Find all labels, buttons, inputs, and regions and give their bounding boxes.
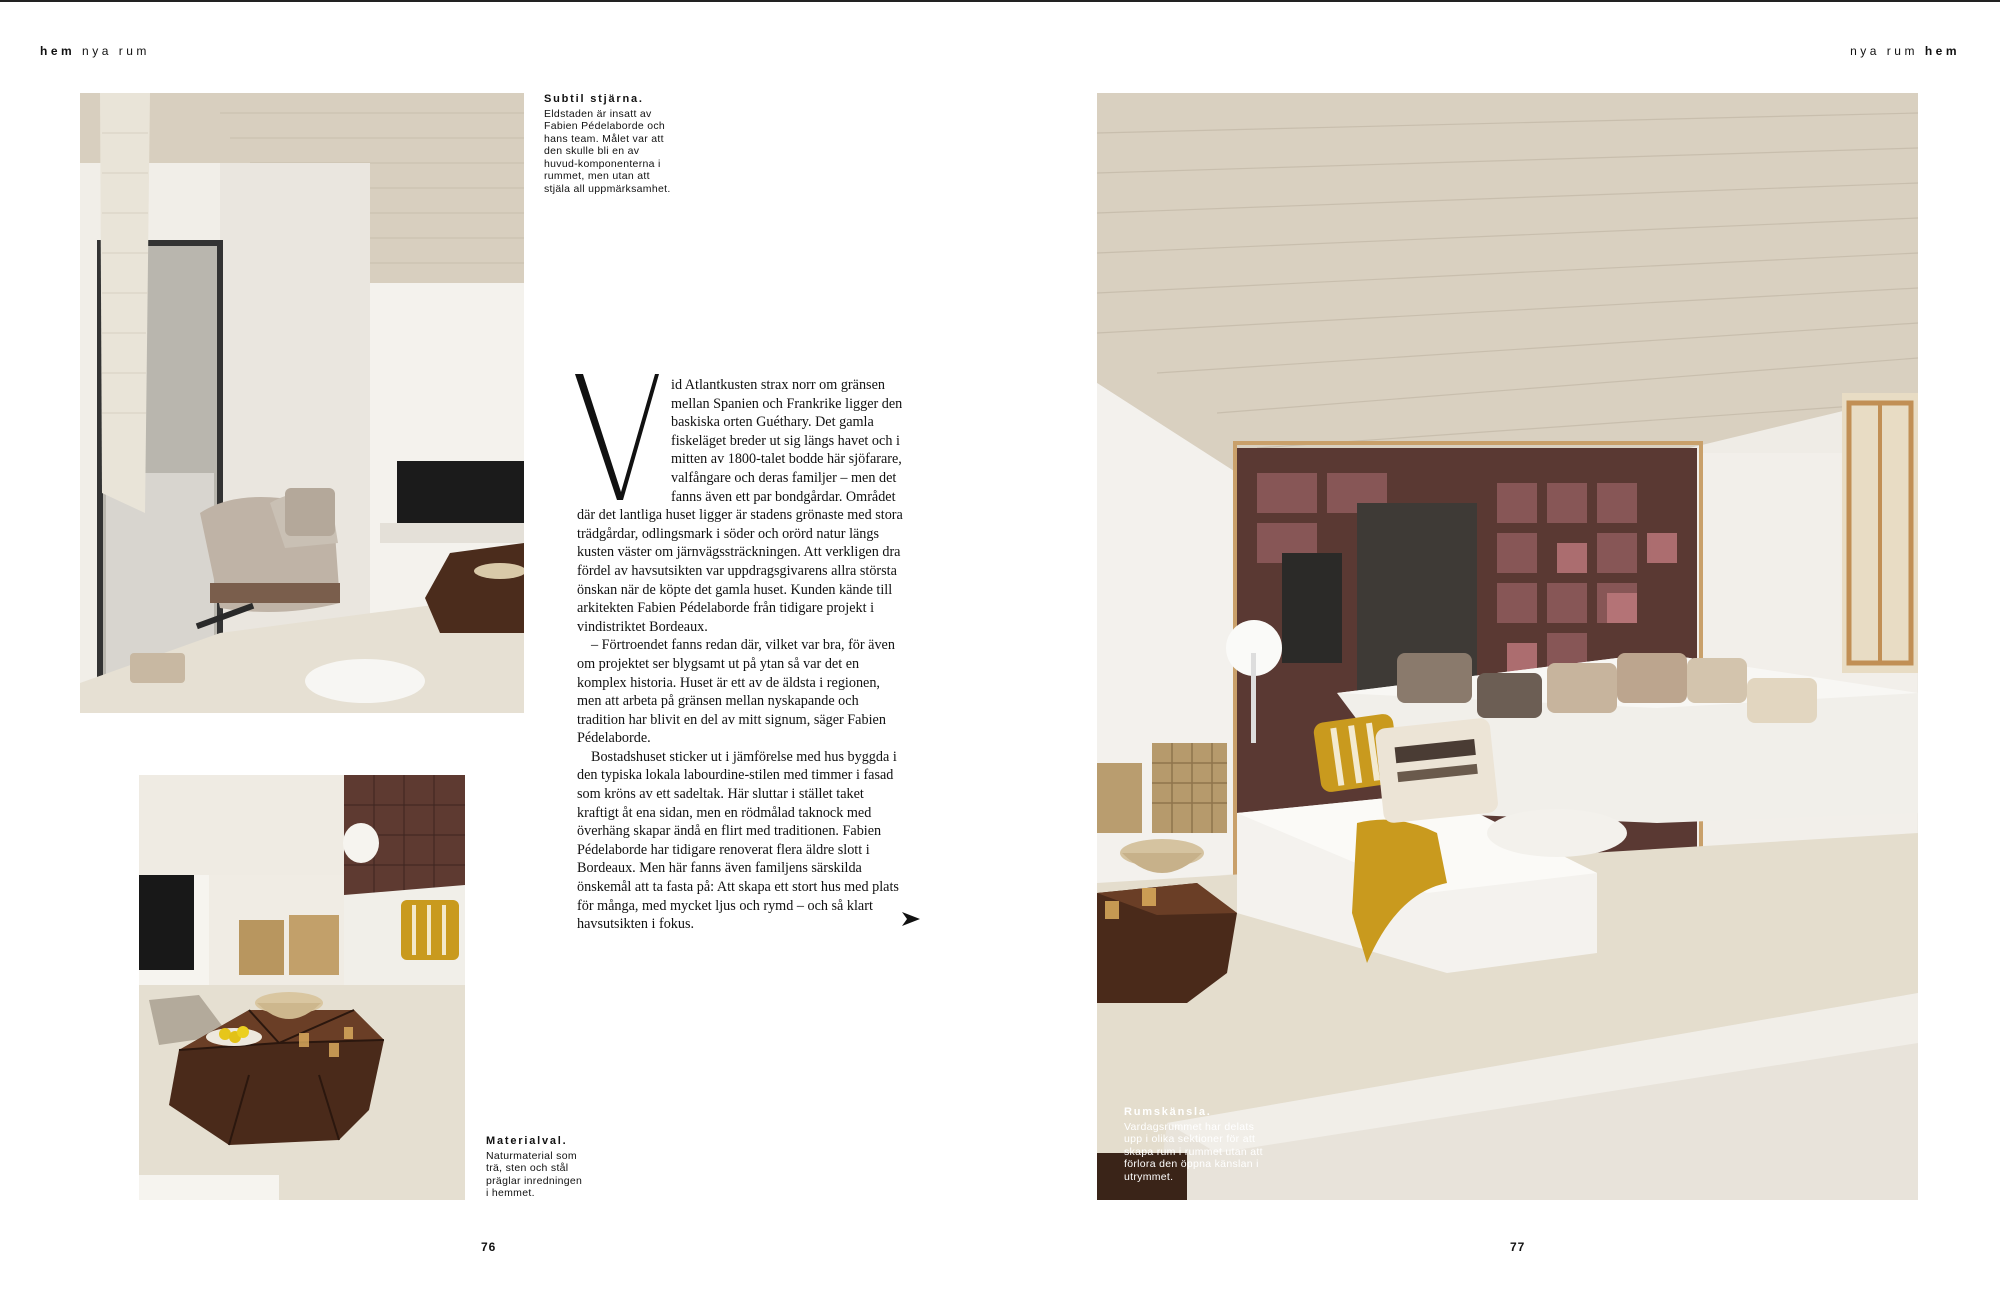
article-paragraph-3: Bostadshuset sticker ut i jämförelse med hus byggda i den typiska lokala labourdine-stilen med timmer i fasad som kröns av ett sadeltak. Här sluttar i stället taket kraftigt åt ena sidan, men en rödmålad taknock med överhäng skapar ändå en flirt med traditionen. Fabien Pédelaborde har tidigare renoverat flera äldre slott i Bordeaux. Men här fanns även familjens särskilda önskemål att ta fasta på: Att skapa ett stort hus med plats för många, med mycket ljus och rymd – och så klart havsutsikten i fokus.: [577, 748, 899, 933]
running-header-left-bold: hem: [40, 44, 76, 58]
caption-fireplace: [544, 93, 674, 195]
photo-fireplace-room: [80, 93, 524, 713]
photo-coffee-table: [139, 775, 465, 1200]
running-header-left-rest: nya rum: [75, 44, 150, 58]
caption-fireplace-title: Subtil stjärna.: [544, 93, 644, 105]
running-header-left: [40, 44, 150, 58]
page-number-left: 76: [481, 1240, 497, 1254]
photo-living-room: [1097, 93, 1918, 1200]
caption-room-body: Vardagsrummet har delats upp i olika sektioner för att skapa rum i rummet utan att förlora den öppna känslan i utrymmet.: [1124, 1120, 1263, 1183]
caption-material-title: Materialval.: [486, 1135, 568, 1147]
continue-arrow-icon: [902, 912, 920, 926]
top-rule: [0, 0, 2000, 2]
running-header-right: [1850, 44, 1960, 58]
dropcap-letter: [575, 374, 665, 500]
running-header-right-bold: hem: [1924, 44, 1960, 58]
article-body: [577, 376, 903, 934]
caption-room-title: Rumskänsla.: [1124, 1106, 1212, 1118]
article-paragraph-1: id Atlantkusten strax norr om gränsen mellan Spanien och Frankrike ligger den baskiska orten Guéthary. Det gamla fiskeläget breder ut sig längs havet och i mitten av 1800-talet bodde här sjöfarare, valfångare och deras familjer – men det fanns även ett par bondgårdar. Området där det lantliga huset ligger är stadens grönaste med stora trädgårdar, odlingsmark i söder och orörd natur längs kusten väster om järnvägssträckningen. Att verkligen dra fördel av havsutsikten var uppdragsgivarens allra största önskan när de köpte det gamla huset. Kunden kände till arkitekten Fabien Pédelaborde från tidigare projekt i vindistriktet Bordeaux.: [577, 377, 903, 635]
caption-fireplace-body: Eldstaden är insatt av Fabien Pédelaborde och hans team. Målet var att den skulle bli en av huvud-komponenterna i rummet, men utan att stjäla all uppmärksamhet.: [544, 107, 671, 195]
article-paragraph-2: – Förtroendet fanns redan där, vilket var bra, för även om projektet ser blygsamt ut på ytan så var det en komplex historia. Huset är ett av de äldsta i regionen, men att arbeta på gränsen mellan nyskapande och tradition har blivit en del av mitt signum, säger Fabien Pédelaborde.: [577, 637, 895, 747]
caption-room: [1124, 1106, 1264, 1183]
caption-material: [486, 1135, 586, 1200]
page-number-right: 77: [1510, 1240, 1526, 1254]
running-header-right-rest: nya rum: [1850, 44, 1925, 58]
caption-material-body: Naturmaterial som trä, sten och stål präglar inredningen i hemmet.: [486, 1149, 583, 1199]
